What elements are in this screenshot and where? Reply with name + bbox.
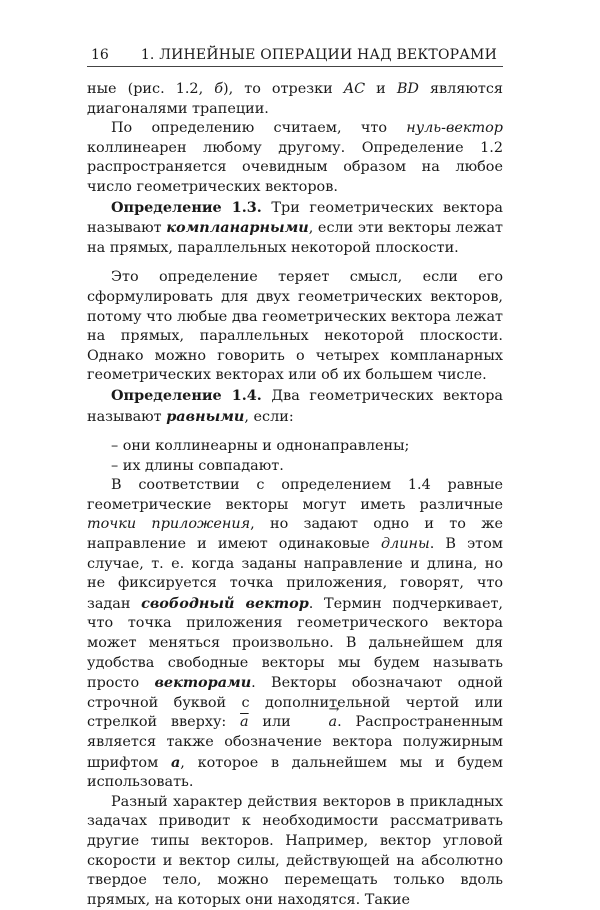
vector-arrow-symbol: → a xyxy=(305,713,338,733)
definition-label: Определение 1.3. xyxy=(111,198,262,216)
defined-term: равными xyxy=(166,407,245,425)
paragraph-vector-types: Разный характер действия векторов в прикладных задачах приводит к необходимости рассматривать другие типы векторов. Например, вектор угловой скорости и вектор силы, действующей на абсолютно твердое тело, можно перемещать только вдоль прямых, на которых они находятся. Такие xyxy=(87,793,503,908)
vector-bold-symbol: a xyxy=(170,753,181,771)
page-number: 16 xyxy=(91,47,109,63)
running-header xyxy=(87,44,503,67)
definition-label: Определение 1.4. xyxy=(111,386,262,404)
page-body xyxy=(87,80,503,910)
paragraph-free-vector: В соответствии с определением 1.4 равные геометрические векторы могут иметь различные точки приложения, но задают одно и то же направление и имеют одинаковые длины. В этом случае, т. е. когда заданы направление и длина, но не фиксируется точка приложения, говорят, что задан свободный вектор. Термин подчеркивает, что точка приложения геометрического вектора может меняться произвольно. В дальнейшем для удобства свободные векторы мы будем называть просто векторами. Векторы обозначают одной строчной буквой с дополнительной чертой или стрелкой вверху: $\overline{a}$ или → a. Распространенным является также обозначение вектора полужирным шрифтом a, которое в дальнейшем мы и будем использовать. xyxy=(87,476,503,793)
defined-term: компланарными xyxy=(166,219,309,237)
definition-1-4: Определение 1.4. Два геометрических вектора называют равными, если: xyxy=(87,386,503,425)
vector-bar-symbol: $\overline{a}$ xyxy=(240,714,249,731)
list-item: – они коллинеарны и однонаправлены; xyxy=(111,438,410,455)
definition-1-3: Определение 1.3. Три геометрических вектора называют компланарными, если эти векторы лежат на прямых, параллельных некоторой плоскости. xyxy=(87,198,503,256)
paragraph-continuation: ные (рис. 1.2, б), то отрезки AC и BD являются диагоналями трапеции. xyxy=(87,81,504,117)
list-item: – их длины совпадают. xyxy=(111,457,284,474)
chapter-title: 1. ЛИНЕЙНЫЕ ОПЕРАЦИИ НАД ВЕКТОРАМИ xyxy=(140,47,497,63)
paragraph-null-vector: По определению считаем, что нуль-вектор коллинеарен любому другому. Определение 1.2 распространяется очевидным образом на любое число геометрических векторов. xyxy=(87,120,503,195)
paragraph-remark: Это определение теряет смысл, если его сформулировать для двух геометрических векторов, потому что любые два геометрических вектора лежат на прямых, параллельных некоторой плоскости. Однако можно говорить о четырех компланарных геометрических векторах или об их большем числе. xyxy=(87,269,503,384)
